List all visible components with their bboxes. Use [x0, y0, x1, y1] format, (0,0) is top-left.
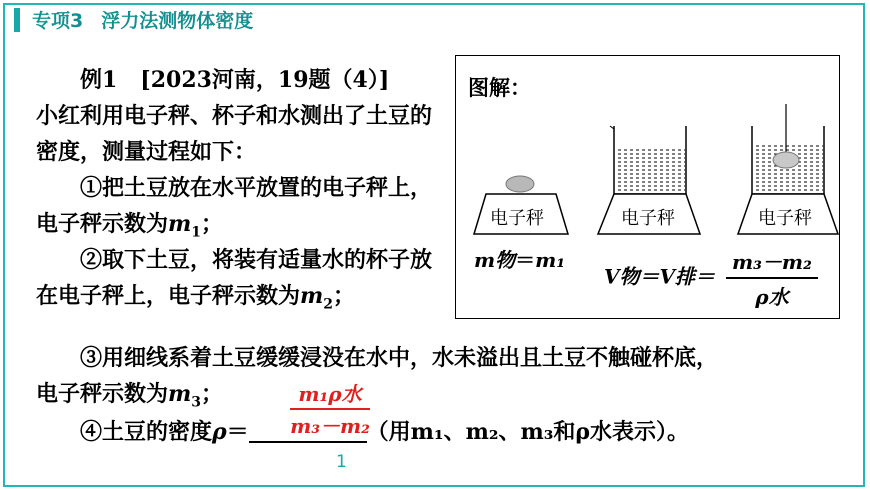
step3-text: ③用细线系着土豆缓缓浸没在水中，水未溢出且土豆不触碰杯底，: [80, 345, 719, 371]
step1-end: ；: [201, 211, 224, 237]
eq1-eq: ＝: [515, 248, 536, 272]
scale-label-1: 电子秤: [490, 208, 544, 229]
problem-intro: 小红利用电子秤、杯子和水测出了土豆的密度，测量过程如下：: [36, 103, 433, 165]
step1-sub: 1: [191, 224, 202, 241]
step3-text-b: 电子秤示数为: [36, 381, 169, 407]
eq2-denominator: ρ水: [755, 285, 789, 309]
eq2-fraction: [726, 246, 818, 310]
step4-text: ④土豆的密度: [80, 419, 213, 445]
step4-tail: （用m₁、m₂、m₃和ρ水表示）。: [366, 419, 690, 445]
header-title: [32, 6, 271, 33]
topic-title: 浮力法测物体密度: [101, 10, 254, 32]
diagram-box: [455, 55, 840, 319]
answer-numerator: m₁ρ水: [290, 378, 370, 410]
example-label: 例1: [80, 67, 118, 93]
step2-text: ②取下土豆，将装有适量水的杯子放在电子秤上，电子秤示数为: [36, 247, 433, 309]
equation-mass: [474, 244, 565, 273]
step2-sub: 2: [323, 296, 334, 313]
eq2-numerator: m₃－m₂: [726, 246, 818, 279]
step4-rho: ρ: [212, 419, 227, 445]
step2-end: ；: [333, 283, 356, 309]
eq1-left: m物: [474, 248, 516, 272]
step-3: [36, 340, 718, 376]
eq2-left: V物＝V排＝: [604, 264, 716, 289]
answer-denominator: m₃－m₂: [290, 414, 370, 438]
step1-var: m: [168, 211, 192, 237]
scale-label-2: 电子秤: [621, 208, 675, 229]
equation-volume: [604, 246, 818, 310]
header: [0, 0, 864, 34]
example-source: [2023河南，19题（4）]: [140, 67, 390, 93]
step3-sub: 3: [191, 394, 202, 411]
page-number: 1: [336, 452, 347, 472]
answer-blank: [249, 417, 367, 443]
diagram-title: 图解：: [468, 76, 531, 100]
example-heading: [36, 62, 389, 98]
scale-label-3: 电子秤: [758, 208, 812, 229]
step-4: [36, 414, 689, 450]
topic-label: 专项3: [32, 10, 84, 32]
step3-var: m: [168, 381, 192, 407]
step4-eq: ＝: [226, 419, 249, 445]
step1-text: ①把土豆放在水平放置的电子秤上，电子秤示数为: [36, 175, 433, 237]
step-2: [36, 242, 436, 322]
water-icon: [615, 148, 685, 193]
step3-end: ；: [201, 381, 224, 407]
step2-var: m: [300, 283, 324, 309]
eq1-right: m₁: [535, 248, 566, 272]
potato-icon: [506, 176, 534, 192]
header-accent-bar: [14, 8, 20, 32]
step-1: [36, 170, 436, 250]
